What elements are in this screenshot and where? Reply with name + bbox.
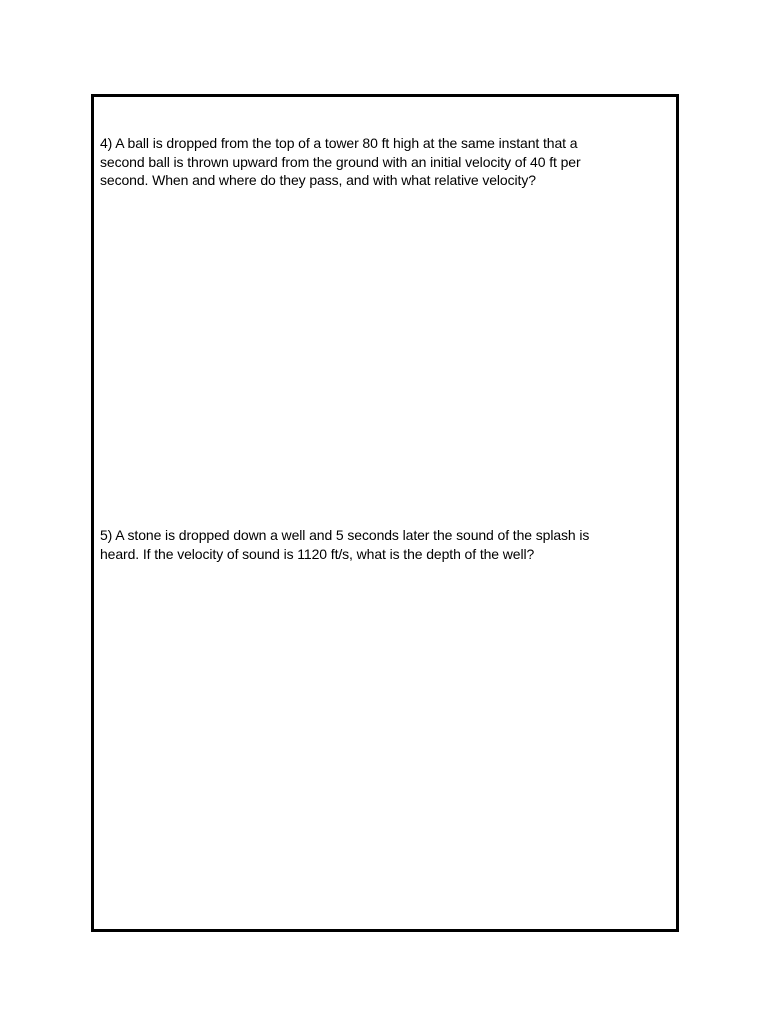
worksheet-frame — [91, 94, 679, 932]
problem-4-text — [100, 134, 640, 190]
problem-5-text — [100, 526, 640, 563]
problem-4-line-3: second. When and where do they pass, and with what relative velocity? — [100, 172, 536, 188]
problem-4-line-2: second ball is thrown upward from the ground with an initial velocity of 40 ft per — [100, 153, 581, 170]
problem-5-line-1: 5) A stone is dropped down a well and 5 seconds later the sound of the splash is — [100, 527, 590, 543]
problem-5-line-2: heard. If the velocity of sound is 1120 ft/s, what is the depth of the well? — [100, 545, 535, 562]
problem-4-line-1: 4) A ball is dropped from the top of a tower 80 ft high at the same instant that a — [100, 135, 578, 151]
